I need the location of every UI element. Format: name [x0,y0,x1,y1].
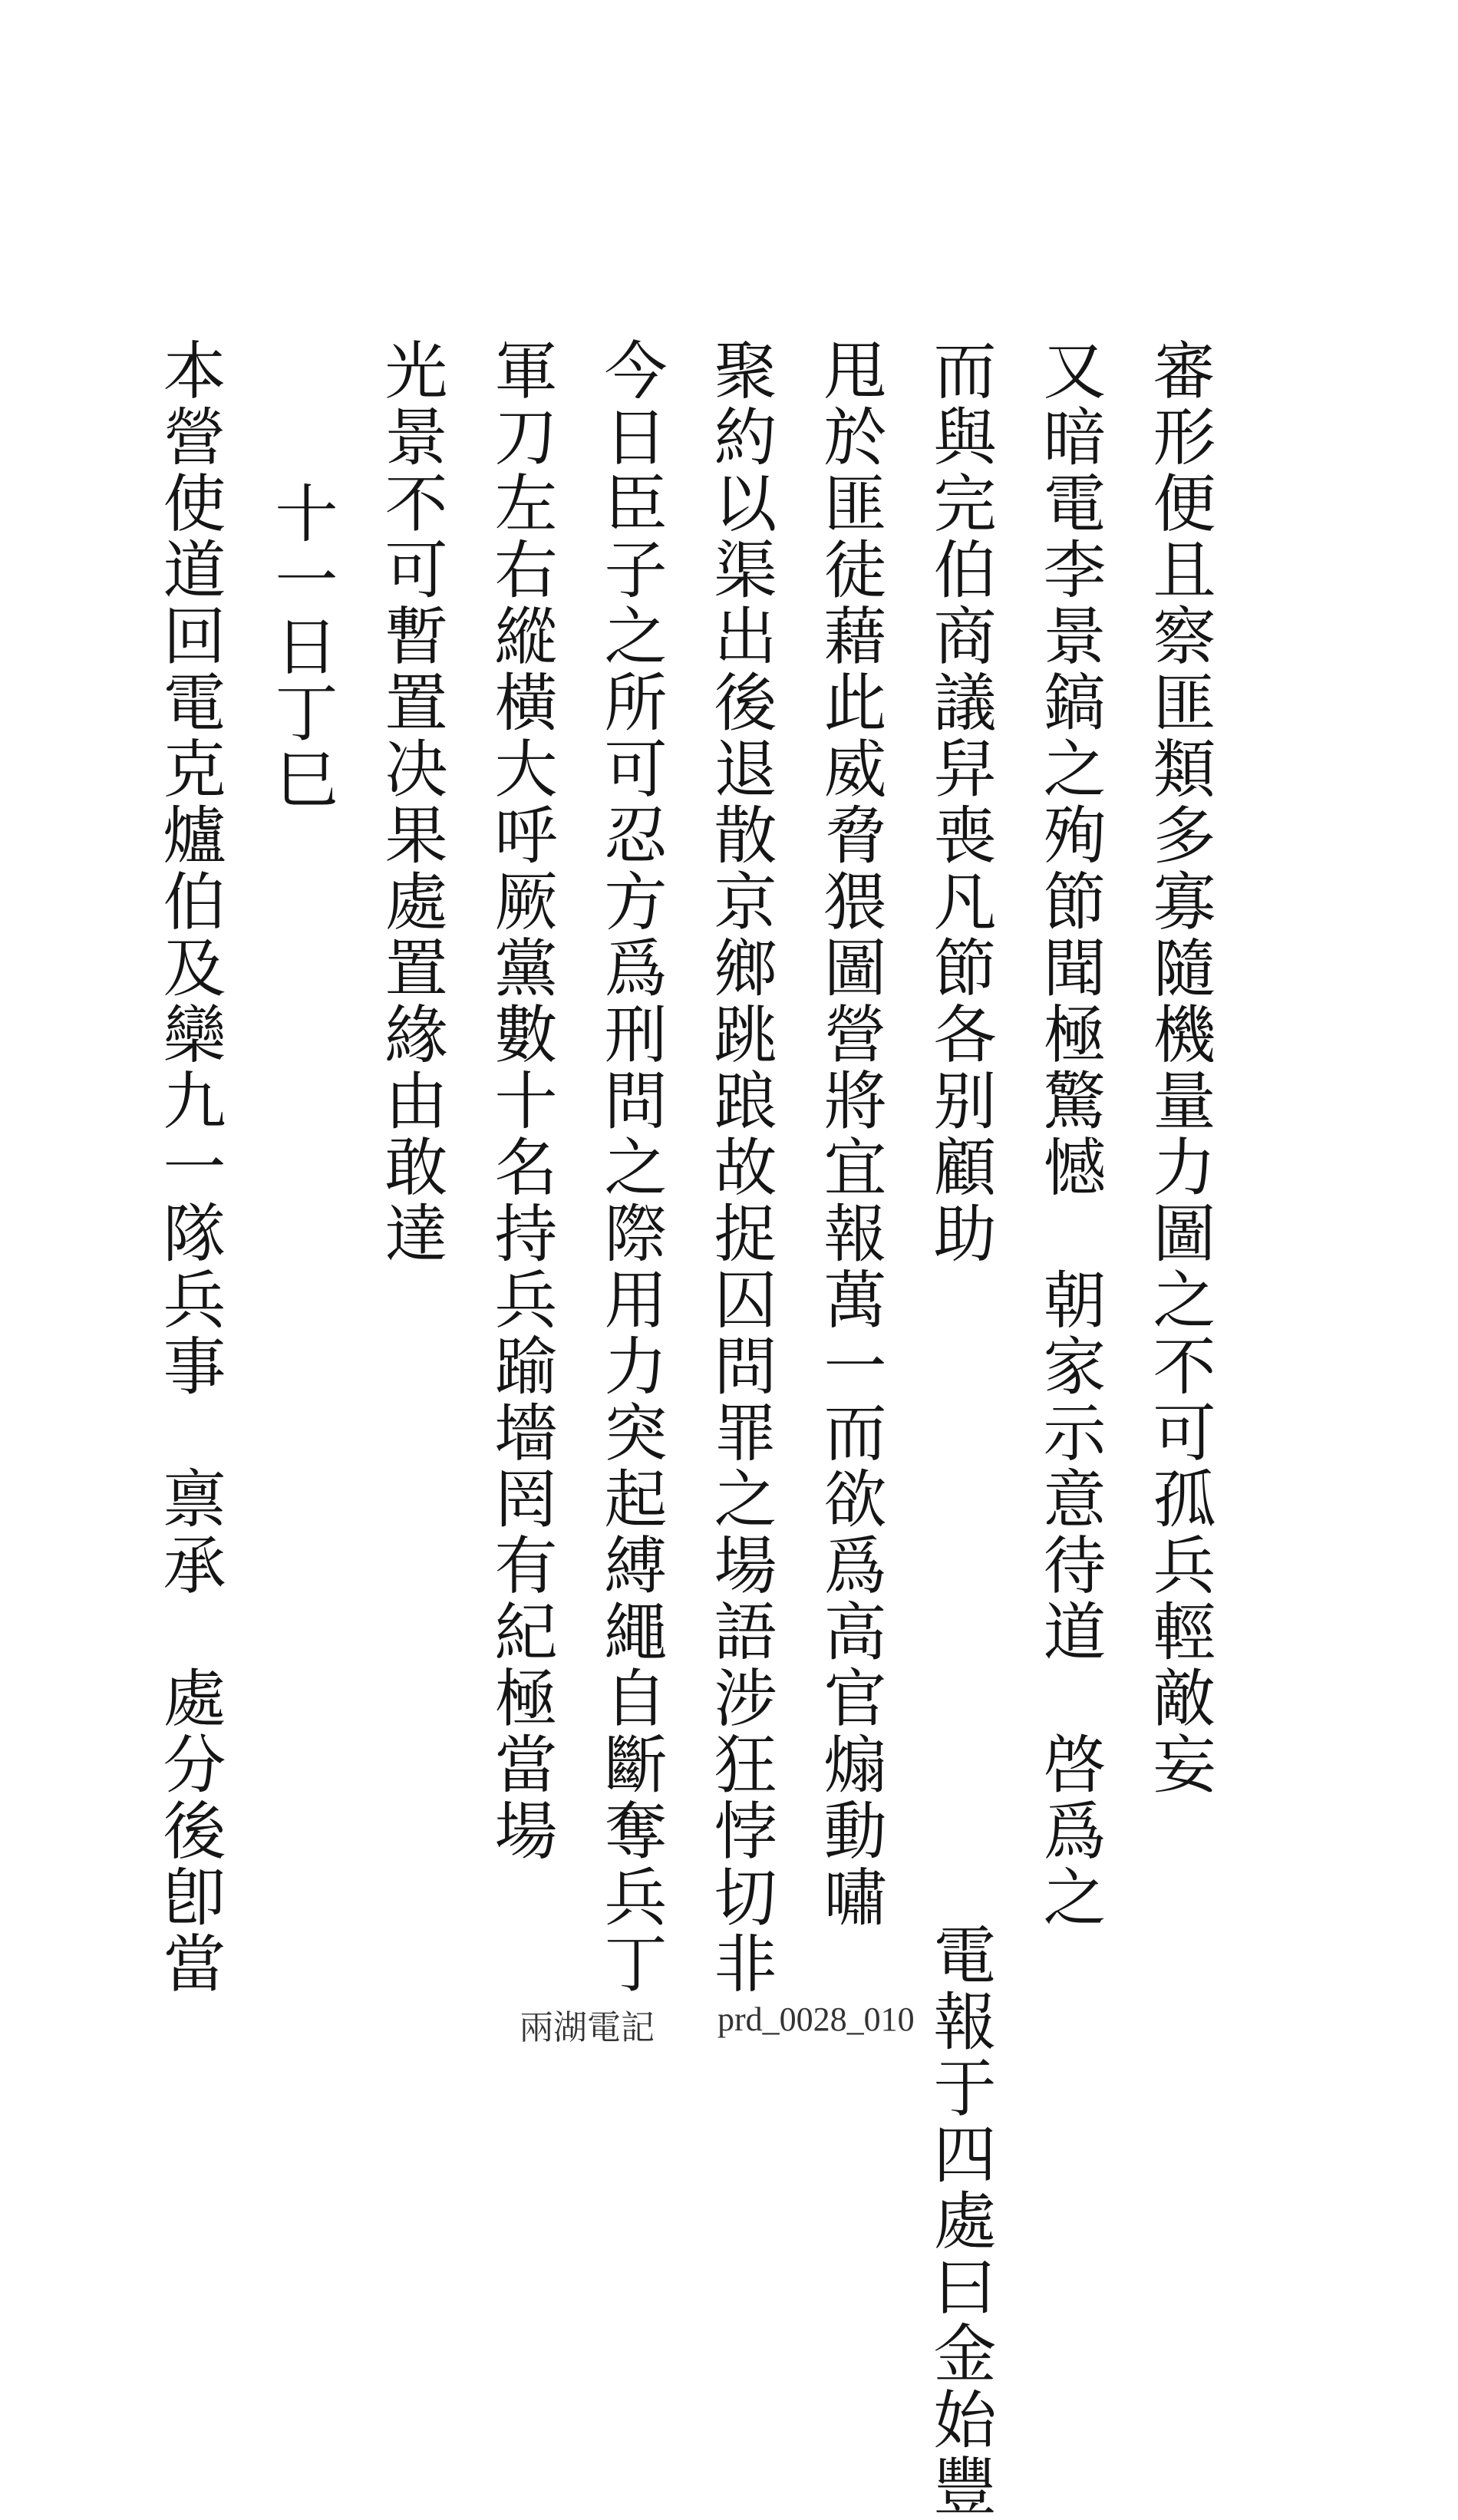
text-column-3: 而與完伯商議舁喪凡節各别顧助 [923,338,996,1267]
text-column-9: 本營使道回電克爐伯及欒九一隊兵事 禀承 處分後卽當 [153,338,226,1997]
footer-title: 兩湖電記 [520,2009,655,2047]
text-column-5: 聚約以渠出後退散京鄉跳踉故捉囚問罪之場語涉狂悖切非 [704,338,777,1997]
date-heading: 十一日丁巳 [265,414,338,813]
text-column-8: 光景不可暫置决果處置緣由敢達 [374,338,447,1267]
text-column-2: 又暗電李景鎬之殉節聞極驚憾 朝家示意待道 啓爲之 [1033,338,1106,1931]
text-column-6: 今日臣子之所可忍方爲刑問之際用力突起縛繩自斷奪兵丁 [594,338,667,1997]
text-column-7: 軍刀左右縱橫大呼厥黨數十名持兵踰墻罔有紀極當場 [484,338,557,1865]
text-column-3b: 電報于四處曰金始豐 [923,1258,996,2520]
text-column-1: 審形便且察匪類多寡隨機量力圖之不可孤兵輕敵妄 [1143,338,1216,1798]
footer-page-id: prd_0028_010 [717,2000,915,2038]
text-column-4: 甩於匪徒藉此威脅猥圖營將宜報萬一而欲爲高官煽動嘯 [813,338,886,1931]
